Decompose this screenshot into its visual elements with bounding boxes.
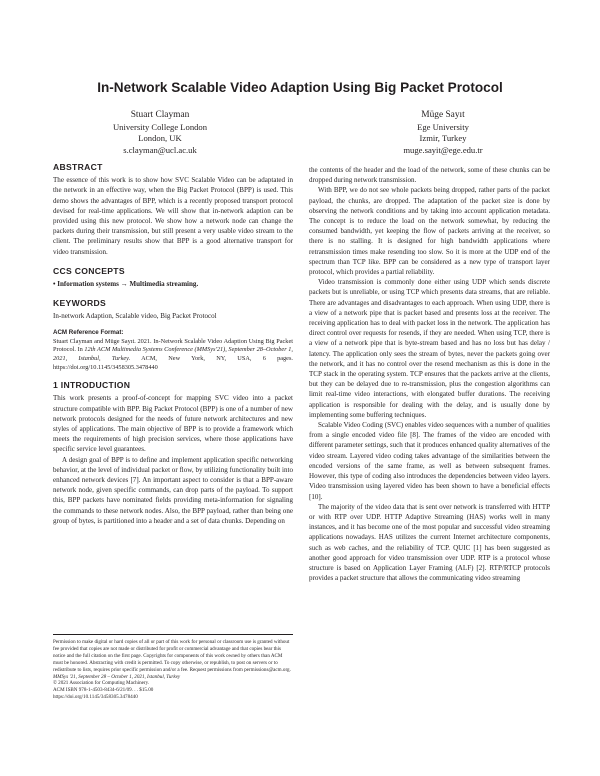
introduction-heading: 1 INTRODUCTION — [53, 380, 131, 391]
author-name: Müge Sayıt — [421, 110, 465, 120]
author-affiliation: University College London — [112, 121, 208, 132]
author-email: s.clayman@ucl.ac.uk — [123, 144, 197, 155]
reference-format-end: ACM, New York, NY, USA, 6 pages. https://doi.org/10.1145/3458305.3478440 — [53, 355, 293, 371]
author-block — [333, 110, 553, 156]
author-name: Stuart Clayman — [130, 110, 190, 120]
introduction-paragraph: A design goal of BPP is to define and implement application specific networking behavior, at the level of individual packet or flow, by utilizing functionality built into enhanced network devices [7]. An important aspect to consider is that a BPP-aware network node, given specific commands, can drop parts of the payload. To support this, BPP packets have nominated fields providing meta-information for signaling the commands to these network nodes. Also, the BPP payload, rather than being one group of bytes, is partitioned into a header and a set of data chunks. Depending on — [53, 455, 293, 525]
reference-format-heading: ACM Reference Format: — [53, 328, 124, 336]
doi-line: https://doi.org/10.1145/3458305.3478440 — [53, 694, 138, 701]
author-affiliation: Ege University — [417, 121, 469, 132]
conference-line: MMSys '21, September 28 – October 1, 2021, Istanbul, Turkey — [53, 673, 181, 680]
abstract-text: The essence of this work is to show how SVC Scalable Video can be adaptated in the network in an effective way, when the Big Packet Protocol (BPP) is used. This demo shows the advantages of BPP, which is a recently proposed transport protocol devised for real-time applications. We will show that in-network adaption can be provided using this new protocol. We show how a network node can change the packets during their transmission, but still present a very usable video stream to the client. The preliminary results show that BPP is a good alternative transport for video transmission. — [53, 176, 293, 256]
body-paragraph: With BPP, we do not see whole packets being dropped, rather parts of the packet payload, the chunks, are dropped. The adaptation of the packet size is done by observing the network conditions and by taking into account application metadata. The concept is to reduce the load on the network somewhat, by reducing the consumed bandwidth, yet keeping the flow of packets arriving at the receiver, so there is no stalling. It is designed for high bandwidth applications where retransmission times make resending too slow. So it is more at the UDP end of the spectrum than TCP like. BPP can be considered as a new type of transport layer protocol, which provides a partial reliability. — [309, 186, 550, 277]
reference-format-venue: 12th ACM Multimedia Systems Conference (MMSys'21), September 28–October 1, 2021, Istanbul, Turkey. — [53, 346, 293, 363]
author-block — [50, 110, 270, 156]
author-location: Izmir, Turkey — [419, 133, 467, 144]
keywords-heading: KEYWORDS — [53, 298, 107, 309]
body-paragraph: Scalable Video Coding (SVC) enables video sequences with a number of qualities from a single encoded video file [8]. The frames of the video are encoded with different parameter settings, such that it produces enhanced quality alternatives of the video stream. Layered video coding takes advantage of the similarities between the encoded versions of the same frame, as well as between subsequent frames. However, this type of coding also introduces the dependencies between video layers. Video transmission using layered video has been shown to have a beneficial effects [10]. — [309, 421, 550, 501]
right-column — [309, 165, 550, 583]
reference-format — [53, 328, 293, 373]
copyright-footnote — [53, 634, 293, 701]
ccs-heading: CCS CONCEPTS — [53, 265, 125, 276]
reference-format-text — [53, 338, 293, 372]
paper-title: In-Network Scalable Video Adaption Using Big Packet Protocol — [97, 80, 503, 95]
reference-format-plain: Stuart Clayman and Müge Sayıt. 2021. In-Network Scalable Video Adaption Using Big Packet Protocol. In — [53, 337, 293, 354]
author-location: London, UK — [138, 133, 182, 144]
ccs-text: • Information systems → Multimedia streaming. — [53, 280, 199, 289]
copyright-line: © 2021 Association for Computing Machinery. — [53, 680, 150, 687]
permission-notice: Permission to make digital or hard copies of all or part of this work for personal or classroom use is granted without fee provided that copies are not made or distributed for profit or commercial advantage and that copies bear this notice and the full citation on the first page. Copyrights for components of this work owned by others than ACM must be honored. Abstracting with credit is permitted. To copy otherwise, or republish, to post on servers or to redistribute to lists, requires prior specific permission and/or a fee. Request permissions from permissions@acm.org. — [53, 639, 291, 673]
body-paragraph: the contents of the header and the load of the network, some of these chunks can be dropped during network transmission. — [309, 166, 550, 185]
author-email: muge.sayit@ege.edu.tr — [403, 144, 483, 155]
abstract-heading: ABSTRACT — [53, 162, 103, 172]
body-paragraph: The majority of the video data that is sent over network is transferred with HTTP or with RTP over UDP. HTTP Adaptive Streaming (HAS) works well in many instances, and it has become one of the most popular and successful video streaming applications nowadays. HAS utilizes the current Internet architecture components, such as web caches, and the reliability of TCP. QUIC [1] has been suggested as another good approach for video transmission over UDP. RTP is a protocol whose structure is based on Application Layer Framing (ALF) [2]. RTP/RTCP protocols provides a packet structure that allows the communicating video streaming — [309, 502, 550, 583]
left-column — [53, 162, 293, 526]
introduction-paragraph: This work presents a proof-of-concept for mapping SVC video into a packet structure compatible with BPP. Big Packet Protocol (BPP) is one of a number of new network protocols designed for the needs of future network architectures and new styles of applications. The main objective of BPP is to provide a framework which meets the requirements of high precision services, where those applications have specific service level guarantees. — [53, 394, 293, 454]
isbn-line: ACM ISBN 978-1-4503-8434-6/21/09. . . $15.00 — [53, 687, 154, 694]
keywords-text: In-network Adaption, Scalable video, Big Packet Protocol — [53, 312, 217, 321]
body-paragraph: Video transmission is commonly done either using UDP which sends discrete packets but is unreliable, or using TCP which presents data streams, that are reliable. There are advantages and disadvantages to each approach. When using UDP, there is a view of a network pipe that is packet based and presents loss at the receiver. The receiving application has to deal with packet loss in the network. The application has direct control over requests for resends, if they are needed. When using TCP, there is a view of a network pipe that is byte-stream based and has no loss but has delay / latency. The application only sees the stream of bytes, never the packets going over the network, and it has no control over the resend mechanism as this is done in the TCP stack in the operating system. TCP ensures that the packets arrive at the clients, but they can be delayed due to re-transmission, plus the congestion algorithms can limit real-time video interactions, with elongated buffer durations. The receiving application is responsible for dealing with the delay, and is usually done by implementing some buffering techniques. — [309, 278, 550, 419]
